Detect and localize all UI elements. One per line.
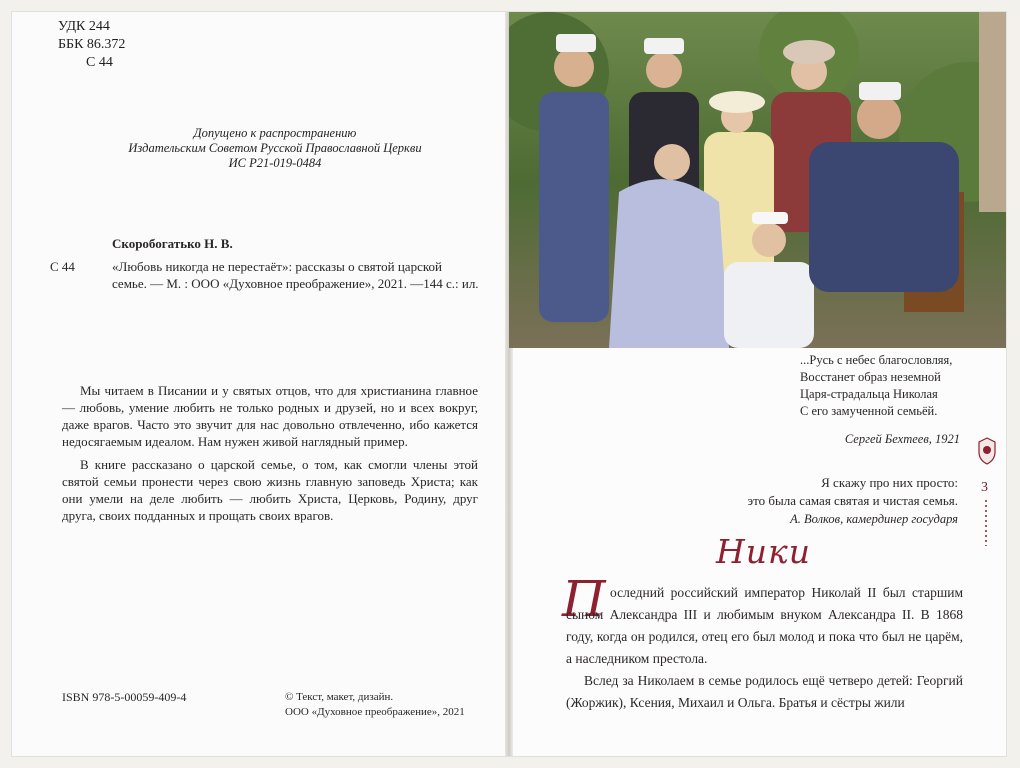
page-number: 3 [981,480,988,495]
epigraph-quote [700,474,958,510]
approval-line-3: ИС Р21-019-0484 [228,156,322,170]
quote-author: А. Волков, камердинер государя [790,512,958,526]
quote-line-2: это была самая святая и чистая семья. [747,493,958,508]
poem-line-1: ...Русь с небес благословляя, [800,353,953,367]
annotation-paragraph-2: В книге рассказано о царской семье, о том, как смогли члены этой святой семьи пронести через свою жизнь главную заповедь Христа; как они умели на деле любить — любить Христа, Церковь, Родину, друг друга, своих подданных и прощать своих врагов. [62,457,478,523]
coat-of-arms-icon [976,436,998,466]
epigraph-poem [800,352,970,420]
copyright-line-2: ООО «Духовное преображение», 2021 [285,706,465,718]
poem-line-3: Царя-страдальца Николая [800,387,938,401]
bbk-code: ББК 86.372 [58,37,126,52]
royal-family-photo [509,12,1006,348]
chapter-title: Ники [716,532,811,571]
biblio-description: «Любовь никогда не перестаёт»: рассказы о святой царской семье. — М. : ООО «Духовное преображение», 2021. —144 с.: ил. [112,259,479,291]
poem-line-4: С его замученной семьёй. [800,404,938,418]
chapter-paragraph-2: Вслед за Николаем в семье родилось ещё четверо детей: Георгий (Жоржик), Ксения, Михаил и Ольга. Братья и сёстры жили [566,673,963,710]
copyright-line-1: © Текст, макет, дизайн. [285,691,394,703]
family-photo-illustration [509,12,1006,348]
annotation-paragraph-1: Мы читаем в Писании и у святых отцов, что для христианина главное — любовь, умение любить не только родных и друзей, но и всех вокруг, даже врагов. Часто это звучит для нас довольно отвлеченно, ибо кажется недосягаемым идеалом. Нам нужен живой наглядный пример. [62,383,478,449]
isbn: ISBN 978-5-00059-409-4 [62,690,187,704]
poem-line-2: Восстанет образ неземной [800,370,941,384]
author-sign: С 44 [86,55,113,70]
copyright [285,690,465,720]
approval-stamp [125,126,425,171]
chapter-paragraph-1: оследний российский император Николай II был старшим сыном Александра III и любимым внуком Александра II. В 1868 году, когда он родился, отец его был молод и пока что был не царём, а наследником престола. [566,585,963,666]
approval-line-1: Допущено к распространению [193,126,357,140]
approval-line-2: Издательским Советом Русской Православной Церкви [128,141,422,155]
drop-cap: П [562,570,606,628]
page-number-dots [985,500,987,546]
annotation [62,382,478,530]
book-author: Скоробогатько Н. В. [112,236,233,251]
udk-code: УДК 244 [58,19,110,34]
udk-block [58,18,125,72]
bibliographic-record [50,235,480,292]
quote-line-1: Я скажу про них просто: [821,475,958,490]
chapter-body [566,582,963,714]
poem-author: Сергей Бехтеев, 1921 [844,432,960,446]
biblio-code: С 44 [50,259,75,274]
